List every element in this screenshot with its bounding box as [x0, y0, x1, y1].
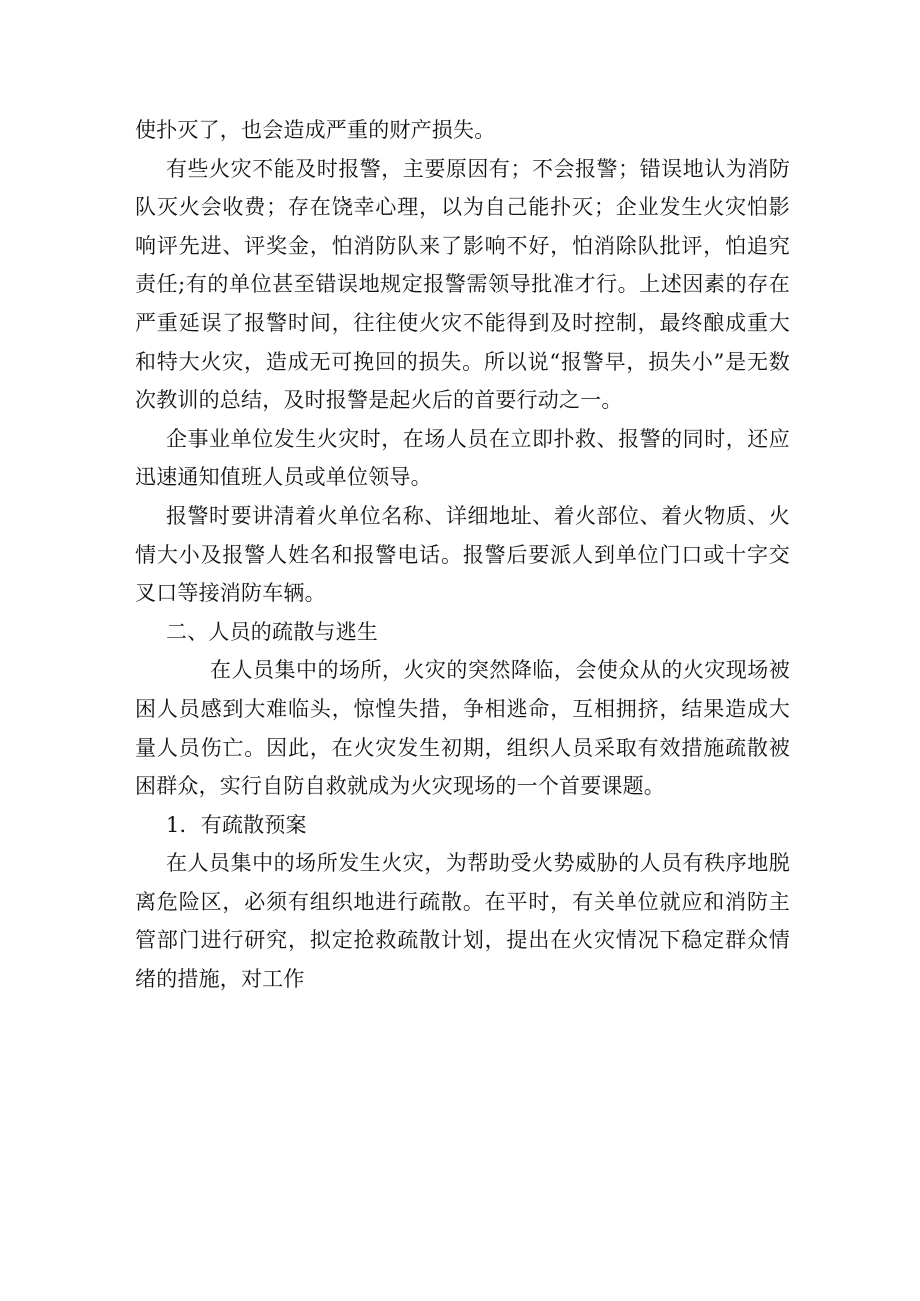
paragraph-notify-duty-staff: 企事业单位发生火灾时，在场人员在立即扑救、报警的同时，还应迅速通知值班人员或单位领导。 — [135, 426, 790, 490]
paragraph-delayed-alarm-reasons: 有些火灾不能及时报警，主要原因有；不会报警；错误地认为消防队灭火会收费；存在饶幸心理，以为自己能扑灭；企业发生火灾怕影响评先进、评奖金，怕消防队来了影响不好，怕消除队批评，怕追究责任;有的单位甚至错误地规定报警需领导批准才行。上述因素的存在严重延误了报警时间，往往使火灾不能得到及时控制，最终酿成重大和特大火灾，造成无可挽回的损失。所以说“报警早，损失小”是无数次教训的总结，及时报警是起火后的首要行动之一。 — [135, 156, 790, 413]
paragraph-crowded-places: 在人员集中的场所，火灾的突然降临，会使众从的火灾现场被困人员感到大难临头，惊惶失措，争相逃命，互相拥挤，结果造成大量人员伤亡。因此，在火灾发生初期，组织人员采取有效措施疏散被困群众，实行自防自救就成为火灾现场的一个首要课题。 — [135, 658, 790, 799]
paragraph-alarm-details: 报警时要讲清着火单位名称、详细地址、着火部位、着火物质、火情大小及报警人姓名和报警电话。报警后要派人到单位门口或十字交叉口等接消防车辆。 — [135, 503, 790, 606]
subheading-evacuation-plan: 1．有疏散预案 — [166, 812, 307, 837]
section-heading-evacuation: 二、人员的疏散与逃生 — [166, 619, 378, 644]
paragraph-evacuation-plan: 在人员集中的场所发生火灾，为帮助受火势威胁的人员有秩序地脱离危险区，必须有组织地进行疏散。在平时，有关单位就应和消防主管部门进行研究，拟定抢救疏散计划，提出在火灾情况下稳定群众情绪的措施，对工作 — [135, 851, 790, 992]
paragraph-property-loss: 使扑灭了，也会造成严重的财产损失。 — [135, 118, 496, 142]
document-body — [135, 111, 790, 999]
